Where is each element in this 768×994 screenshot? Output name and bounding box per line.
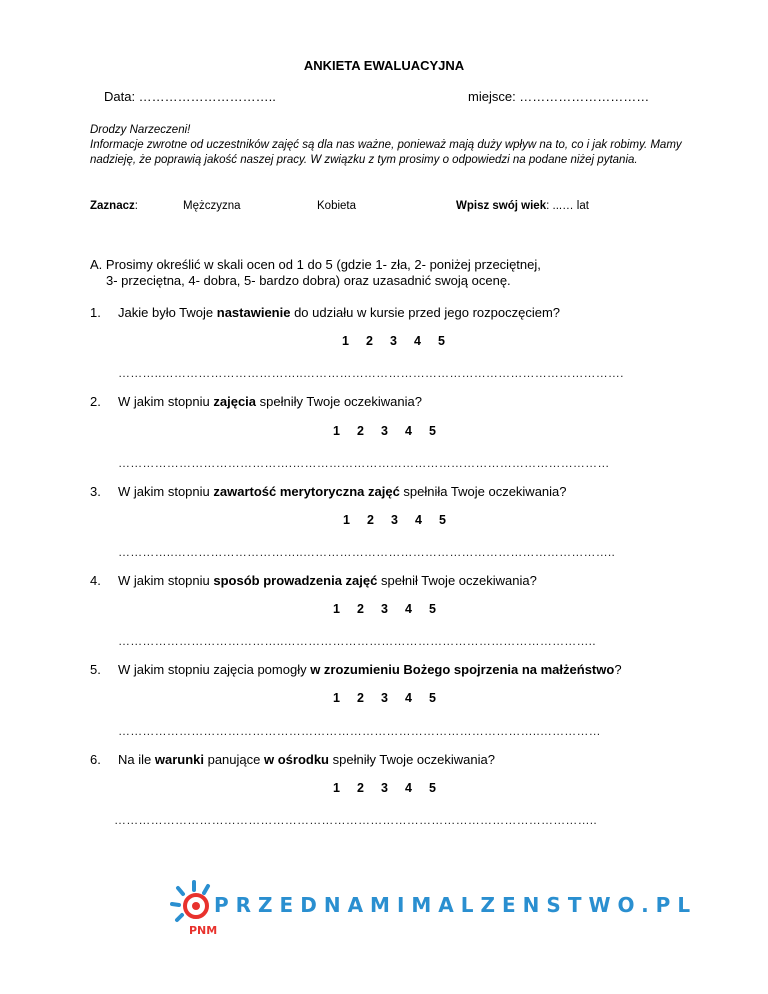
rating-option-4[interactable]: 4 xyxy=(405,691,412,705)
rating-option-2[interactable]: 2 xyxy=(367,513,374,527)
rating-scale xyxy=(333,691,453,705)
question-text-post: do udziału w kursie przed jego rozpoczęciem? xyxy=(290,305,560,320)
rating-option-1[interactable]: 1 xyxy=(333,424,340,438)
question-text-bold2: w ośrodku xyxy=(263,752,329,767)
age-field[interactable] xyxy=(456,200,589,212)
sun-logo-icon xyxy=(168,878,220,936)
rating-scale xyxy=(343,513,463,527)
answer-line[interactable]: …………………………………………………………………………………………..…………… xyxy=(118,724,601,738)
rating-option-2[interactable]: 2 xyxy=(357,781,364,795)
logo-mark-text: PNM xyxy=(189,924,218,936)
question-text xyxy=(118,305,560,320)
option-male[interactable]: Mężczyzna xyxy=(183,200,241,212)
section-a-line1: A. Prosimy określić w skali ocen od 1 do 5 (gdzie 1- zła, 2- poniżej przeciętnej, xyxy=(90,257,541,272)
question-text xyxy=(118,394,422,409)
question-text-bold: sposób prowadzenia zajęć xyxy=(213,573,378,588)
question-text-bold: zawartość merytoryczna zajęć xyxy=(213,484,400,499)
question-text-post: spełniły Twoje oczekiwania? xyxy=(329,752,495,767)
question-text-post: spełniła Twoje oczekiwania? xyxy=(399,484,567,499)
answer-line[interactable]: …………………………………….…………………………………………………………………… xyxy=(118,456,610,470)
page-title: ANKIETA EWALUACYJNA xyxy=(303,58,465,73)
question-number: 1. xyxy=(90,305,101,320)
rating-option-4[interactable]: 4 xyxy=(414,334,421,348)
rating-scale xyxy=(342,334,462,348)
intro-text xyxy=(90,123,690,168)
rating-scale xyxy=(333,424,453,438)
question-number: 4. xyxy=(90,573,101,588)
rating-option-2[interactable]: 2 xyxy=(357,424,364,438)
question-number: 3. xyxy=(90,484,101,499)
rating-option-1[interactable]: 1 xyxy=(333,602,340,616)
rating-option-2[interactable]: 2 xyxy=(366,334,373,348)
rating-option-5[interactable]: 5 xyxy=(429,424,436,438)
question-number: 5. xyxy=(90,662,101,677)
question-text-pre: Na ile xyxy=(118,752,155,767)
rating-option-3[interactable]: 3 xyxy=(390,334,397,348)
rating-option-5[interactable]: 5 xyxy=(429,781,436,795)
rating-option-2[interactable]: 2 xyxy=(357,602,364,616)
mark-label-colon: : xyxy=(134,200,138,212)
question-text xyxy=(118,573,537,588)
section-a-instruction xyxy=(90,257,650,289)
rating-option-1[interactable]: 1 xyxy=(342,334,349,348)
rating-option-1[interactable]: 1 xyxy=(333,691,340,705)
rating-option-4[interactable]: 4 xyxy=(405,602,412,616)
rating-option-3[interactable]: 3 xyxy=(381,602,388,616)
question-text xyxy=(118,484,567,499)
question-text-bold: w zrozumieniu Bożego spojrzenia na małżeństwo xyxy=(310,662,615,677)
intro-greeting: Drodzy Narzeczeni! xyxy=(90,124,191,136)
rating-option-3[interactable]: 3 xyxy=(381,781,388,795)
answer-line[interactable]: …………..…………………………..………………………………………………………………….. xyxy=(118,545,616,559)
rating-option-3[interactable]: 3 xyxy=(391,513,398,527)
question-text-post: ? xyxy=(614,662,622,677)
rating-option-3[interactable]: 3 xyxy=(381,691,388,705)
intro-body: Informacje zwrotne od uczestników zajęć są dla nas ważne, ponieważ mają duży wpływ na to, co i jak robimy. Mamy nadzieję, że poprawią jakość naszej pracy. W związku z tym prosimy o odpowiedzi na podane niżej pytania. xyxy=(90,139,682,166)
question-text-pre: W jakim stopniu xyxy=(118,484,214,499)
question-number: 6. xyxy=(90,752,101,767)
age-rest: : ...… lat xyxy=(546,200,589,212)
rating-option-5[interactable]: 5 xyxy=(439,513,446,527)
answer-line[interactable]: …………………………………..………………………………………………………………….. xyxy=(118,634,596,648)
age-label: Wpisz swój wiek xyxy=(456,200,547,212)
question-text-pre: Jakie było Twoje xyxy=(118,305,217,320)
rating-option-2[interactable]: 2 xyxy=(357,691,364,705)
question-text xyxy=(118,662,622,677)
rating-option-1[interactable]: 1 xyxy=(333,781,340,795)
place-field[interactable]: miejsce: ………………………… xyxy=(468,89,650,104)
question-text xyxy=(118,752,495,767)
question-text-post: spełniły Twoje oczekiwania? xyxy=(256,394,422,409)
rating-option-1[interactable]: 1 xyxy=(343,513,350,527)
question-text-pre: W jakim stopniu zajęcia pomogły xyxy=(118,662,311,677)
rating-option-4[interactable]: 4 xyxy=(405,781,412,795)
rating-option-4[interactable]: 4 xyxy=(415,513,422,527)
question-text-pre: W jakim stopniu xyxy=(118,394,214,409)
rating-option-5[interactable]: 5 xyxy=(429,691,436,705)
question-text-bold: nastawienie xyxy=(216,305,291,320)
site-logo-text[interactable]: PRZEDNAMIMALZENSTWO.PL xyxy=(214,893,698,917)
mark-label xyxy=(90,200,138,212)
question-text-bold: zajęcia xyxy=(213,394,257,409)
answer-line[interactable]: ………..……………………………..……………………………………………………………………. xyxy=(118,366,624,380)
question-number: 2. xyxy=(90,394,101,409)
mark-label-bold: Zaznacz xyxy=(90,200,135,212)
rating-option-5[interactable]: 5 xyxy=(438,334,445,348)
answer-line[interactable]: ……………………………………………………………………………………………………….. xyxy=(114,813,597,827)
rating-scale xyxy=(333,602,453,616)
option-female[interactable]: Kobieta xyxy=(317,200,357,212)
rating-option-5[interactable]: 5 xyxy=(429,602,436,616)
question-text-post: spełnił Twoje oczekiwania? xyxy=(377,573,537,588)
question-text-bold: warunki xyxy=(154,752,204,767)
date-field[interactable]: Data: ………………………….. xyxy=(104,89,276,104)
rating-scale xyxy=(333,781,453,795)
rating-option-3[interactable]: 3 xyxy=(381,424,388,438)
section-a-line2: 3- przeciętna, 4- dobra, 5- bardzo dobra) oraz uzasadnić swoją ocenę. xyxy=(106,273,511,288)
question-text-mid: panujące xyxy=(203,752,264,767)
question-text-pre: W jakim stopniu xyxy=(118,573,214,588)
rating-option-4[interactable]: 4 xyxy=(405,424,412,438)
